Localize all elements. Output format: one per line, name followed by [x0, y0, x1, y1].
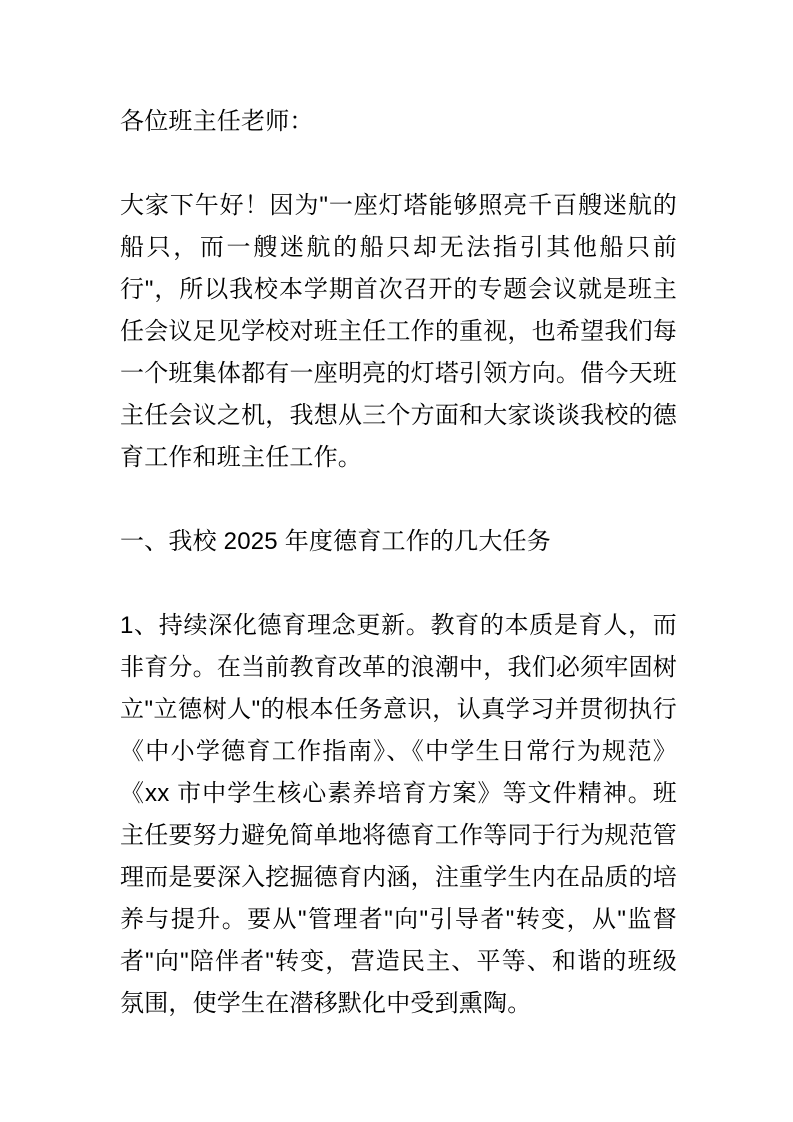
section-heading: 一、我校 2025 年度德育工作的几大任务	[120, 528, 551, 555]
salutation-line: 各位班主任老师：	[120, 108, 314, 135]
opening-paragraph: 大家下午好！因为"一座灯塔能够照亮千百艘迷航的船只，而一艘迷航的船只却无法指引其他船只前行"，所以我校本学期首次召开的专题会议就是班主任会议足见学校对班主任工作的重视，也希望我们每一个班集体都有一座明亮的灯塔引领方向。借今天班主任会议之机，我想从三个方面和大家谈谈我校的德育工作和班主任工作。	[120, 192, 677, 471]
task-paragraph: 1、持续深化德育理念更新。教育的本质是育人，而非育分。在当前教育改革的浪潮中，我们必须牢固树立"立德树人"的根本任务意识，认真学习并贯彻执行《中小学德育工作指南》、《中学生日常行为规范》《xx 市中学生核心素养培育方案》等文件精神。班主任要努力避免简单地将德育工作等同于行为规范管理而是要深入挖掘德育内涵，注重学生内在品质的培养与提升。要从"管理者"向"引导者"转变，从"监督者"向"陪伴者"转变，营造民主、平等、和谐的班级氛围，使学生在潜移默化中受到熏陶。	[120, 612, 677, 1017]
